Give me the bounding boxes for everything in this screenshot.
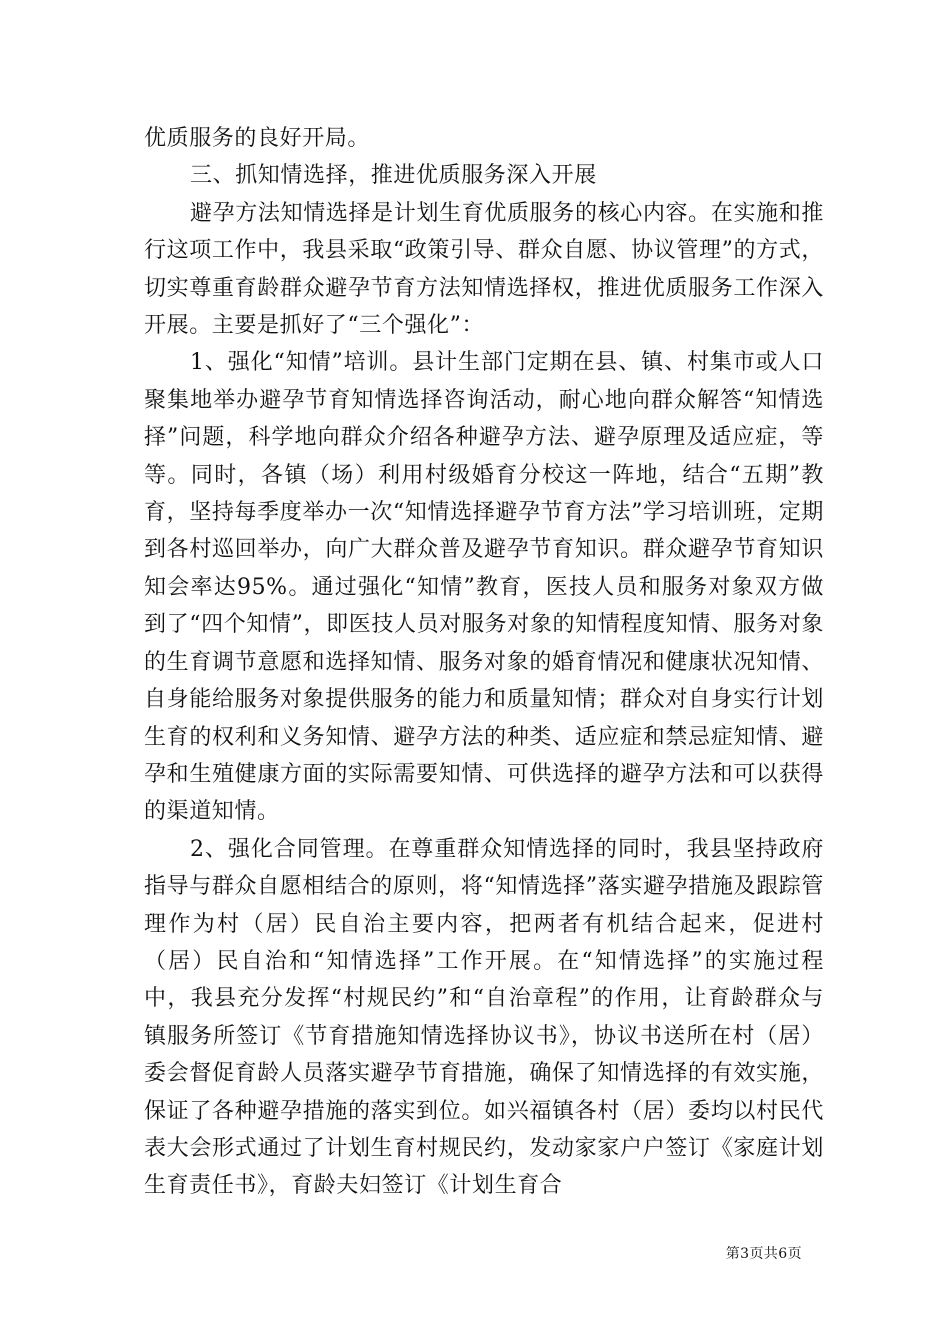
page-number: 第3页共6页	[725, 1246, 802, 1262]
paragraph-point-1: 1、强化“知情”培训。县计生部门定期在县、镇、村集市或人口聚集地举办避孕节育知情选择咨询活动，耐心地向群众解答“知情选择”问题，科学地向群众介绍各种避孕方法、避孕原理及适应症，等等。同时，各镇（场）利用村级婚育分校这一阵地，结合“五期”教育，坚持每季度举办一次“知情选择避孕节育方法”学习培训班，定期到各村巡回举办，向广大群众普及避孕节育知识。群众避孕节育知识知会率达95%。通过强化“知情”教育，医技人员和服务对象双方做到了“四个知情”，即医技人员对服务对象的知情程度知情、服务对象的生育调节意愿和选择知情、服务对象的婚育情况和健康状况知情、自身能给服务对象提供服务的能力和质量知情；群众对自身实行计划生育的权利和义务知情、避孕方法的种类、适应症和禁忌症知情、避孕和生殖健康方面的实际需要知情、可供选择的避孕方法和可以获得的渠道知情。	[144, 350, 824, 825]
paragraph-intro: 避孕方法知情选择是计划生育优质服务的核心内容。在实施和推行这项工作中，我县采取“政策引导、群众自愿、协议管理”的方式，切实尊重育龄群众避孕节育方法知情选择权，推进优质服务工作深入开展。主要是抓好了“三个强化”：	[144, 200, 824, 339]
paragraph-continuation: 优质服务的良好开局。	[144, 126, 371, 151]
paragraph-point-2: 2、强化合同管理。在尊重群众知情选择的同时，我县坚持政府指导与群众自愿相结合的原则，将“知情选择”落实避孕措施及跟踪管理作为村（居）民自治主要内容，把两者有机结合起来，促进村（居）民自治和“知情选择”工作开展。在“知情选择”的实施过程中，我县充分发挥“村规民约”和“自治章程”的作用，让育龄群众与镇服务所签订《节育措施知情选择协议书》，协议书送所在村（居）委会督促育龄人员落实避孕节育措施，确保了知情选择的有效实施，保证了各种避孕措施的落实到位。如兴福镇各村（居）委均以村民代表大会形式通过了计划生育村规民约，发动家家户户签订《家庭计划生育责任书》，育龄夫妇签订《计划生育合	[144, 836, 824, 1199]
document-body	[144, 120, 824, 1205]
section-heading: 三、抓知情选择，推进优质服务深入开展	[190, 163, 597, 189]
